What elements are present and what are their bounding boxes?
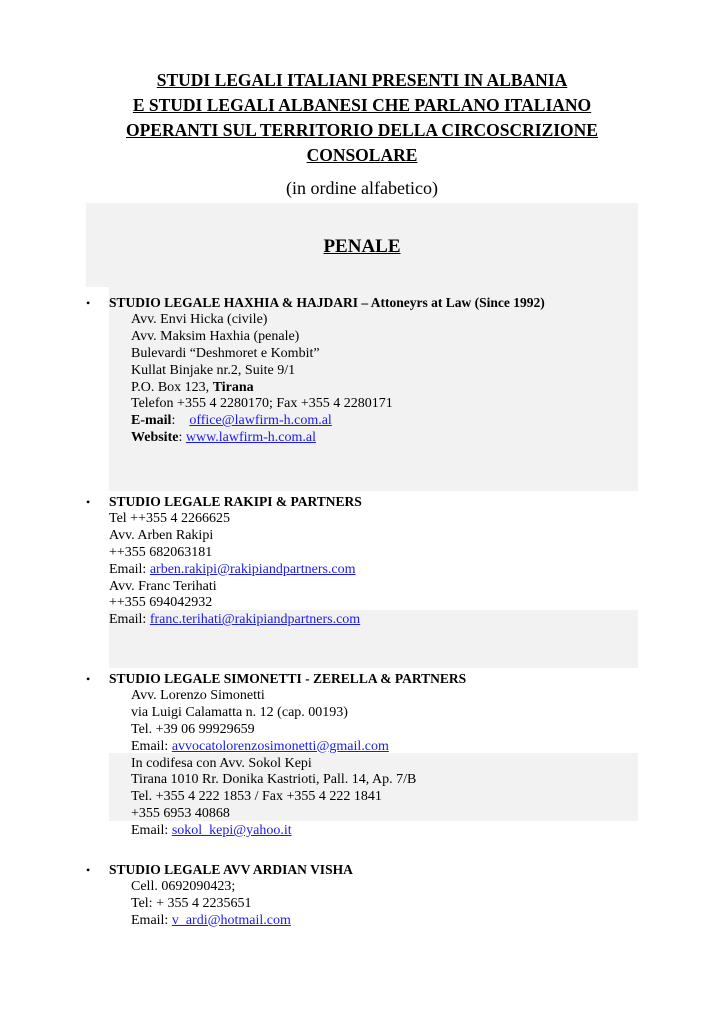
website-link[interactable]: www.lawfirm-h.com.al [185, 430, 316, 446]
detail-line [131, 912, 291, 929]
detail-line: Tel: + 355 4 2235651 [131, 895, 252, 911]
detail-line: Tel ++355 4 2266625 [109, 511, 230, 526]
detail-line: via Luigi Calamatta n. 12 (cap. 00193) [131, 704, 348, 720]
detail-line [131, 738, 416, 755]
detail-line [131, 429, 393, 446]
firm-name: STUDIO LEGALE SIMONETTI - ZERELLA & PARTNERS [109, 671, 467, 686]
title-line: STUDI LEGALI ITALIANI PRESENTI IN ALBANIA [156, 70, 568, 90]
subtitle: (in ordine alfabetico) [286, 178, 438, 198]
detail-line: Avv. Maksim Haxhia (penale) [131, 328, 300, 344]
detail-line: Bulevardi “Deshmoret e Kombit” [131, 345, 320, 361]
detail-line: ++355 682063181 [109, 544, 213, 560]
detail-line: Avv. Lorenzo Simonetti [131, 688, 265, 703]
detail-line: +355 6953 40868 [131, 806, 230, 822]
detail-line [109, 561, 360, 578]
title-line: OPERANTI SUL TERRITORIO DELLA CIRCOSCRIZIONE [126, 120, 598, 140]
email-link[interactable]: franc.terihati@rakipiandpartners.com [149, 612, 361, 628]
detail-line: Avv. Arben Rakipi [109, 527, 214, 543]
firm-name: STUDIO LEGALE RAKIPI & PARTNERS [109, 494, 362, 509]
email-label: Email: [109, 561, 150, 577]
detail-line: Tel. +39 06 99929659 [131, 721, 255, 737]
email-link[interactable]: avvocatolorenzosimonetti@gmail.com [171, 738, 389, 754]
bullet-icon: • [86, 863, 91, 877]
firm-name: STUDIO LEGALE AVV ARDIAN VISHA [109, 862, 353, 877]
separator: : [178, 430, 186, 446]
section-heading: PENALE [323, 236, 401, 257]
detail-line [131, 822, 416, 839]
bullet-icon: • [86, 296, 91, 310]
title-line: E STUDI LEGALI ALBANESI CHE PARLANO ITALIANO [132, 95, 592, 115]
email-label: Email: [131, 912, 172, 928]
email-link[interactable]: arben.rakipi@rakipiandpartners.com [149, 561, 356, 577]
detail-line: Kullat Binjake nr.2, Suite 9/1 [131, 362, 296, 378]
title-line: CONSOLARE [306, 145, 418, 165]
detail-line: Tirana 1010 Rr. Donika Kastrioti, Pall. 14, Ap. 7/B [131, 772, 417, 788]
separator: : [171, 413, 190, 429]
email-label: Email: [131, 823, 172, 839]
detail-line [131, 379, 393, 396]
email-label: Email: [131, 738, 172, 754]
city-text: Tirana [212, 379, 254, 395]
bullet-icon: • [86, 495, 91, 509]
pobox-text: P.O. Box 123, [131, 379, 213, 395]
email-label: Email: [109, 612, 150, 628]
detail-line [131, 412, 393, 429]
detail-line: Tel. +355 4 222 1853 / Fax +355 4 222 1841 [131, 789, 382, 805]
email-link[interactable]: sokol_kepi@yahoo.it [171, 823, 292, 839]
email-link[interactable]: v_ardi@hotmail.com [171, 912, 291, 928]
detail-line: Avv. Envi Hicka (civile) [131, 312, 268, 327]
detail-line [109, 611, 360, 628]
detail-line: Telefon +355 4 2280170; Fax +355 4 2280171 [131, 396, 393, 412]
email-link[interactable]: office@lawfirm-h.com.al [189, 413, 332, 429]
document-title [60, 68, 664, 168]
detail-line: ++355 694042932 [109, 595, 213, 611]
detail-line: Cell. 0692090423; [131, 879, 236, 894]
website-label: Website [131, 430, 179, 446]
bullet-icon: • [86, 672, 91, 686]
firm-name: STUDIO LEGALE HAXHIA & HAJDARI – Attoneyrs at Law (Since 1992) [109, 295, 545, 310]
detail-line: Avv. Franc Terihati [109, 578, 217, 594]
detail-line: In codifesa con Avv. Sokol Kepi [131, 755, 312, 771]
email-label: E-mail [131, 413, 172, 429]
